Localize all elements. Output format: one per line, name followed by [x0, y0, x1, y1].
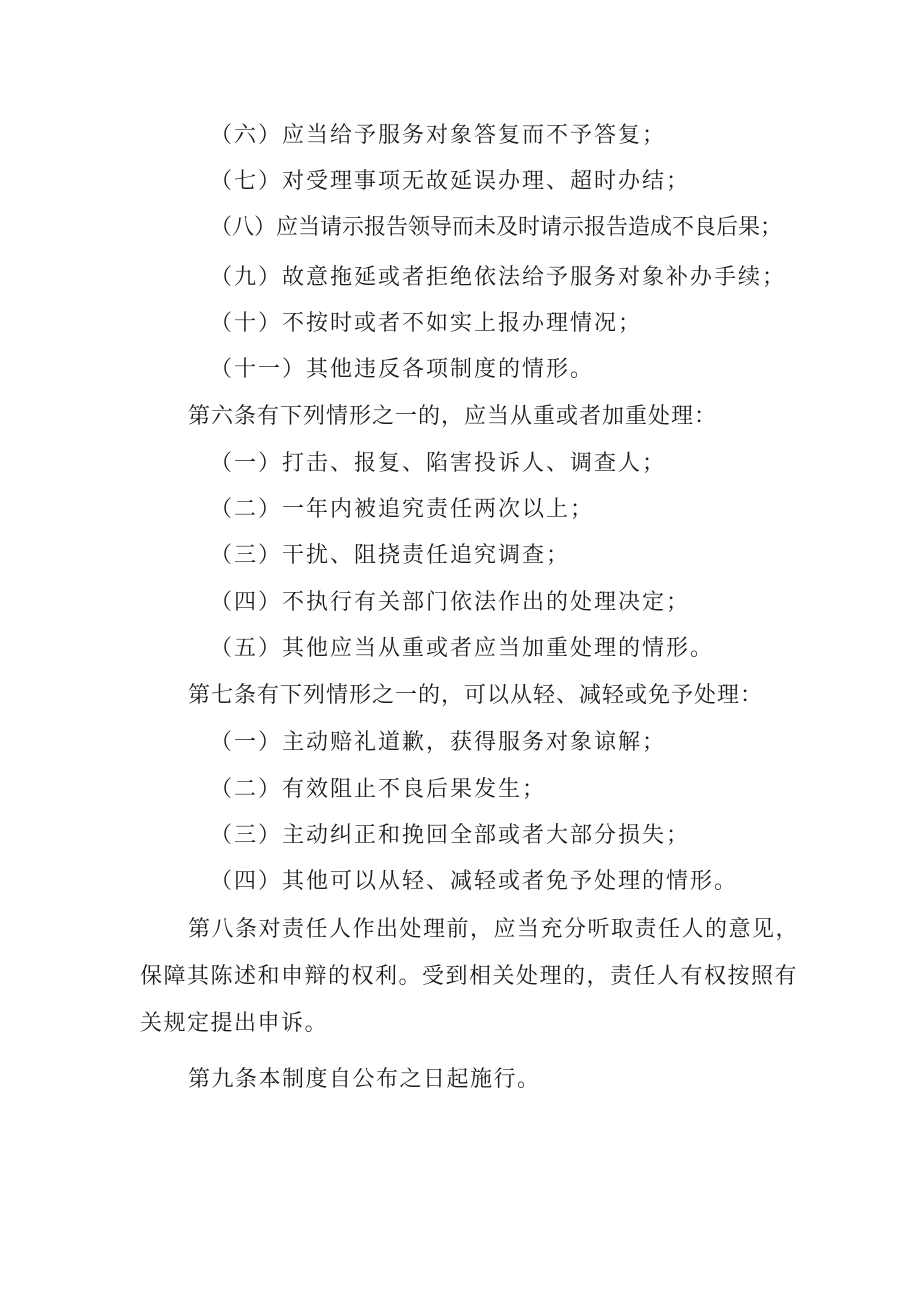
list-item-6-5: （五）其他应当从重或者应当加重处理的情形。: [210, 636, 715, 661]
list-item-7-2: （二）有效阻止不良后果发生；: [210, 777, 547, 802]
list-item-7: （七）对受理事项无故延误办理、超时办结；: [210, 169, 691, 194]
article-8-line-2: 保障其陈述和申辩的权利。受到相关处理的，责任人有权按照有: [140, 964, 799, 989]
list-item-10: （十）不按时或者不如实上报办理情况；: [210, 311, 643, 336]
list-item-6-2: （二）一年内被追究责任两次以上；: [210, 497, 595, 522]
list-item-8: （八）应当请示报告领导而未及时请示报告造成不良后果；: [210, 215, 783, 240]
article-8-line-3: 关规定提出申诉。: [140, 1011, 329, 1036]
list-item-6-1: （一）打击、报复、陷害投诉人、调查人；: [210, 451, 667, 476]
list-item-6-4: （四）不执行有关部门依法作出的处理决定；: [210, 590, 691, 615]
list-item-6-3: （三）干扰、阻挠责任追究调查；: [210, 543, 571, 568]
article-7-heading: 第七条有下列情形之一的，可以从轻、减轻或免予处理：: [188, 683, 764, 708]
list-item-7-4: （四）其他可以从轻、减轻或者免予处理的情形。: [210, 869, 739, 894]
list-item-9: （九）故意拖延或者拒绝依法给予服务对象补办手续；: [210, 265, 787, 290]
list-item-7-3: （三）主动纠正和挽回全部或者大部分损失；: [210, 823, 691, 848]
article-6-heading: 第六条有下列情形之一的，应当从重或者加重处理：: [188, 404, 718, 429]
article-9: 第九条本制度自公布之日起施行。: [188, 1067, 541, 1092]
list-item-11: （十一）其他违反各项制度的情形。: [210, 357, 595, 382]
article-8-line-1: 第八条对责任人作出处理前，应当充分听取责任人的意见，: [188, 917, 800, 942]
list-item-6: （六）应当给予服务对象答复而不予答复；: [210, 123, 667, 148]
list-item-7-1: （一）主动赔礼道歉，获得服务对象谅解；: [210, 730, 667, 755]
